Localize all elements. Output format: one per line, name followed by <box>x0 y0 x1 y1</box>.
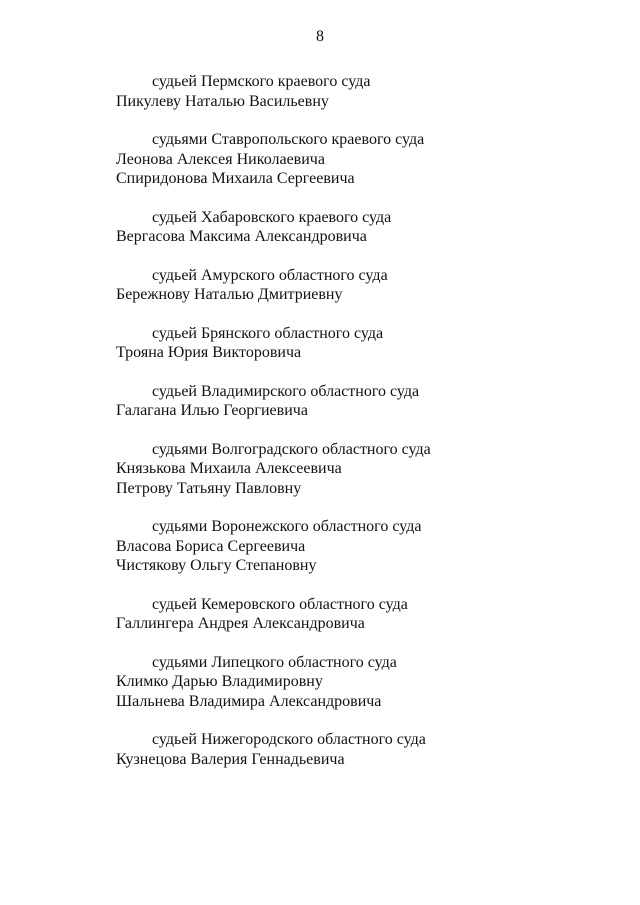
person-name: Леонова Алексея Николаевича <box>116 150 325 168</box>
appointment-entry <box>0 130 640 189</box>
court-line: судьей Пермского краевого суда <box>152 73 371 90</box>
court-line: судьей Брянского областного суда <box>152 324 384 342</box>
court-line: судьей Хабаровского краевого суда <box>152 208 392 226</box>
court-line: судьями Воронежского областного суда <box>152 518 422 535</box>
appointment-entry <box>0 266 640 305</box>
appointment-entry <box>0 730 640 769</box>
person-name: Шальнева Владимира Александровича <box>116 692 382 710</box>
person-name: Кузнецова Валерия Геннадьевича <box>116 750 345 768</box>
court-line: судьей Кемеровского областного суда <box>152 595 408 613</box>
court-line: судьями Липецкого областного суда <box>152 653 397 671</box>
appointment-entry <box>0 208 640 247</box>
appointment-entry <box>0 72 640 111</box>
page-number: 8 <box>316 28 324 45</box>
person-name: Петрову Татьяну Павловну <box>116 479 302 497</box>
court-line: судьями Волгоградского областного суда <box>152 440 431 458</box>
person-name: Бережнову Наталью Дмитриевну <box>116 286 343 303</box>
court-line: судьями Ставропольского краевого суда <box>152 131 425 148</box>
person-name: Спиридонова Михаила Сергеевича <box>116 170 355 187</box>
court-line: судьей Амурского областного суда <box>152 266 388 284</box>
appointment-entry <box>0 595 640 634</box>
appointment-entry <box>0 653 640 712</box>
person-name: Галлингера Андрея Александровича <box>116 615 365 632</box>
person-name: Трояна Юрия Викторовича <box>116 344 302 361</box>
court-line: судьей Владимирского областного суда <box>152 382 420 400</box>
person-name: Галагана Илью Георгиевича <box>116 402 308 419</box>
person-name: Вергасова Максима Александровича <box>116 228 367 245</box>
person-name: Князькова Михаила Алексеевича <box>116 460 342 477</box>
appointment-entry <box>0 440 640 499</box>
appointment-entry <box>0 382 640 421</box>
appointment-list <box>0 72 640 788</box>
court-line: судьей Нижегородского областного суда <box>152 731 426 748</box>
person-name: Климко Дарью Владимировну <box>116 673 323 690</box>
appointment-entry <box>0 517 640 576</box>
person-name: Власова Бориса Сергеевича <box>116 537 306 555</box>
person-name: Пикулеву Наталью Васильевну <box>116 92 329 110</box>
appointment-entry <box>0 324 640 363</box>
person-name: Чистякову Ольгу Степановну <box>116 557 317 574</box>
